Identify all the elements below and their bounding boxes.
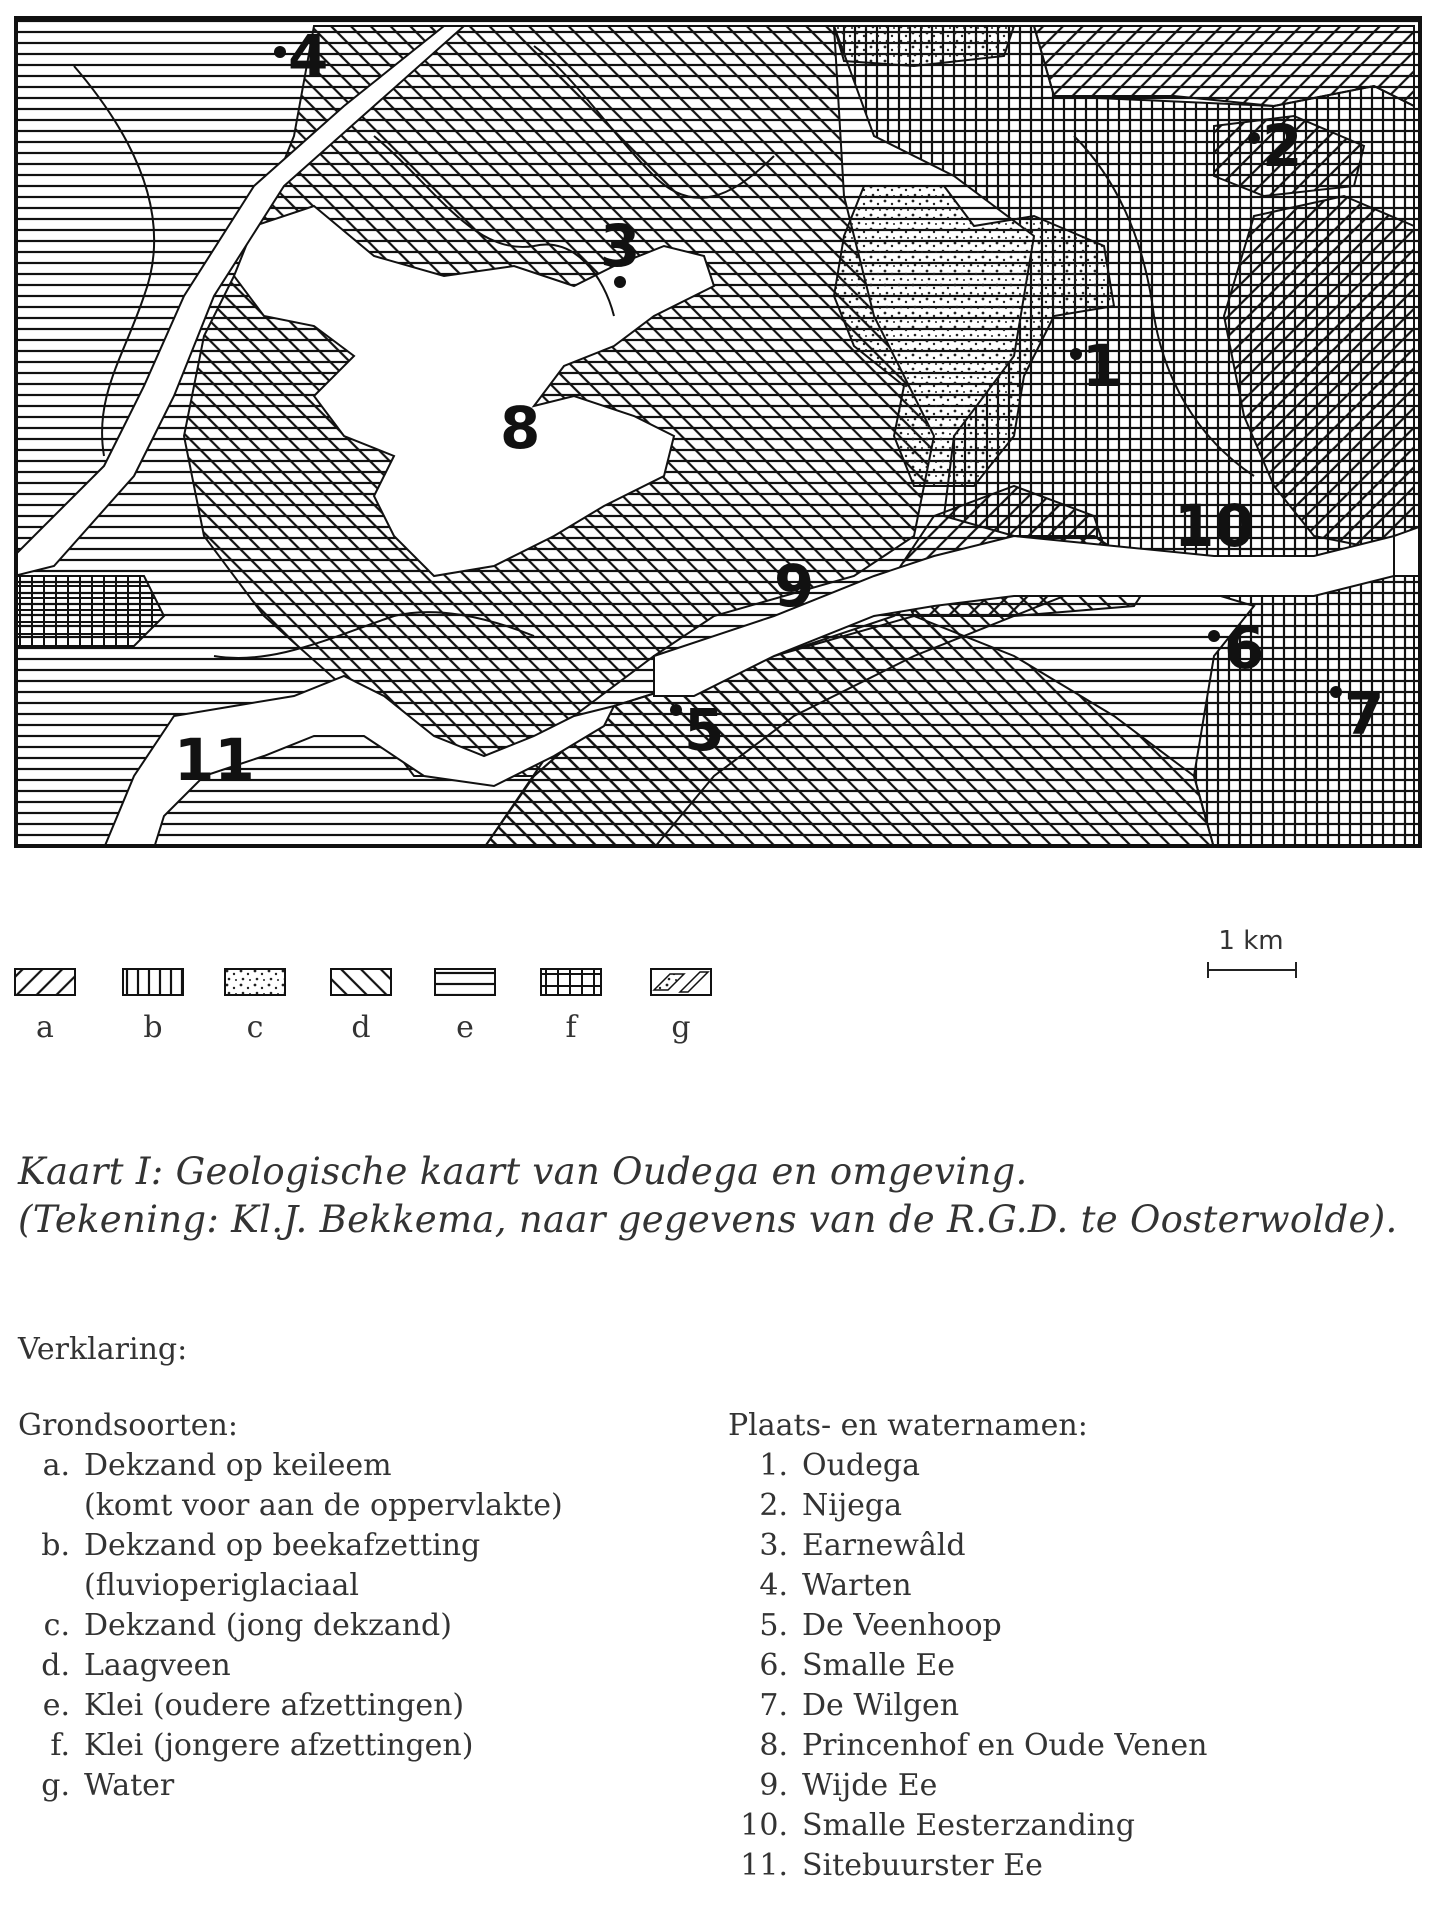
list-item-text: De Wilgen (802, 1688, 960, 1723)
caption-line-1: Kaart I: Geologische kaart van Oudega en omgeving. (18, 1150, 1028, 1193)
list-item (728, 1606, 1428, 1646)
list-item-key: f. (50, 1728, 70, 1763)
map-label-10: 10 (1174, 492, 1255, 560)
list-item-text: Klei (jongere afzettingen) (84, 1728, 474, 1763)
grondsoorten-heading: Grondsoorten: (18, 1408, 238, 1443)
list-item-text: Wijde Ee (802, 1768, 938, 1803)
list-item (18, 1726, 698, 1766)
list-item-key: 9. (759, 1768, 788, 1803)
legend-swatch-c (224, 968, 286, 996)
list-item (728, 1646, 1428, 1686)
scale-bar-line (1196, 956, 1306, 986)
legend-swatch-f (540, 968, 602, 996)
legend-item-f (538, 968, 604, 1045)
legend-swatch-d (330, 968, 392, 996)
list-item-key: 5. (759, 1608, 788, 1643)
geological-map (14, 16, 1422, 848)
grondsoorten-list (18, 1406, 698, 1806)
map-label-3: 3 (600, 212, 641, 280)
list-item (18, 1686, 698, 1726)
list-item (18, 1486, 698, 1526)
plaatsnamen-heading: Plaats- en waternamen: (728, 1408, 1088, 1443)
list-item-text: Laagveen (84, 1648, 231, 1683)
list-item (18, 1446, 698, 1486)
map-label-11: 11 (174, 726, 255, 794)
list-item-text: (fluvioperiglaciaal (84, 1568, 359, 1603)
place-dot-2 (1248, 132, 1260, 144)
list-item-key: 7. (759, 1688, 788, 1723)
legend-letter-c: c (246, 1010, 264, 1045)
list-item-text: Dekzand op beekafzetting (84, 1528, 481, 1563)
legend-swatch-b (122, 968, 184, 996)
list-item (728, 1566, 1428, 1606)
verklaring-heading: Verklaring: (18, 1332, 188, 1367)
legend-letter-f: f (565, 1010, 577, 1045)
list-item-key: 8. (759, 1728, 788, 1763)
legend-swatch-e (434, 968, 496, 996)
list-item-key: 4. (759, 1568, 788, 1603)
legend-letter-d: d (351, 1010, 371, 1045)
list-item-key: b. (41, 1528, 70, 1563)
list-item-key: c. (43, 1608, 70, 1643)
list-item-key: g. (41, 1768, 70, 1803)
scale-bar (1196, 926, 1306, 990)
place-dot-1 (1070, 348, 1082, 360)
caption-line-2: (Tekening: Kl.J. Bekkema, naar gegevens van de R.G.D. te Oosterwolde). (18, 1198, 1398, 1241)
map-label-7: 7 (1344, 680, 1385, 748)
map-label-6: 6 (1224, 614, 1265, 682)
list-item-text: Warten (802, 1568, 912, 1603)
list-item-text: Princenhof en Oude Venen (802, 1728, 1208, 1763)
list-item-text: Dekzand op keileem (84, 1448, 392, 1483)
list-item-key: e. (42, 1688, 70, 1723)
list-item-key: 6. (759, 1648, 788, 1683)
map-label-5: 5 (684, 696, 725, 764)
map-svg (14, 16, 1422, 848)
map-label-4: 4 (288, 22, 329, 90)
legend-item-b (120, 968, 186, 1045)
list-item (18, 1566, 698, 1606)
plaatsnamen-list (728, 1406, 1428, 1886)
list-item-key: 11. (740, 1848, 788, 1883)
list-item-text: Dekzand (jong dekzand) (84, 1608, 452, 1643)
list-item-text: Water (84, 1768, 175, 1803)
list-item (728, 1526, 1428, 1566)
list-item (728, 1806, 1428, 1846)
list-item (728, 1486, 1428, 1526)
list-item-key: 3. (759, 1528, 788, 1563)
list-item-text: Earnewâld (802, 1528, 966, 1563)
water-east-end (1394, 526, 1422, 576)
list-item-text: Sitebuurster Ee (802, 1848, 1043, 1883)
list-item (18, 1646, 698, 1686)
map-label-9: 9 (774, 552, 815, 620)
list-item-key: 2. (759, 1488, 788, 1523)
list-item (728, 1726, 1428, 1766)
place-dot-7 (1330, 686, 1342, 698)
legend-item-c (222, 968, 288, 1045)
legend-letter-a: a (36, 1010, 54, 1045)
legend-letter-e: e (456, 1010, 474, 1045)
list-item (728, 1446, 1428, 1486)
clay-young-region (14, 576, 164, 646)
list-item-key: 1. (759, 1448, 788, 1483)
map-caption (18, 1148, 1428, 1244)
list-item (728, 1846, 1428, 1886)
legend-item-g (648, 968, 714, 1045)
list-item (728, 1766, 1428, 1806)
list-item-text: De Veenhoop (802, 1608, 1002, 1643)
legend-letter-g: g (671, 1010, 691, 1045)
list-item-text: Smalle Eesterzanding (802, 1808, 1135, 1843)
legend-swatch-a (14, 968, 76, 996)
place-dot-5 (670, 704, 682, 716)
legend-item-d (328, 968, 394, 1045)
list-item-key: d. (41, 1648, 70, 1683)
list-item-text: Klei (oudere afzettingen) (84, 1688, 465, 1723)
list-item (18, 1766, 698, 1806)
list-item-text: Oudega (802, 1448, 920, 1483)
list-item-text: (komt voor aan de oppervlakte) (84, 1488, 563, 1523)
place-dot-6 (1208, 630, 1220, 642)
list-item-key: 10. (740, 1808, 788, 1843)
place-dot-4 (274, 46, 286, 58)
scale-label: 1 km (1218, 926, 1284, 956)
legend-letter-b: b (143, 1010, 163, 1045)
list-item-key: a. (42, 1448, 70, 1483)
list-item (18, 1526, 698, 1566)
legend-item-e (432, 968, 498, 1045)
list-item-text: Smalle Ee (802, 1648, 956, 1683)
legend-item-a (12, 968, 78, 1045)
map-label-8: 8 (500, 394, 541, 462)
list-item (728, 1686, 1428, 1726)
list-item (18, 1606, 698, 1646)
map-label-1: 1 (1082, 332, 1123, 400)
map-label-2: 2 (1262, 112, 1303, 180)
list-item-text: Nijega (802, 1488, 902, 1523)
legend-swatch-g (650, 968, 712, 996)
